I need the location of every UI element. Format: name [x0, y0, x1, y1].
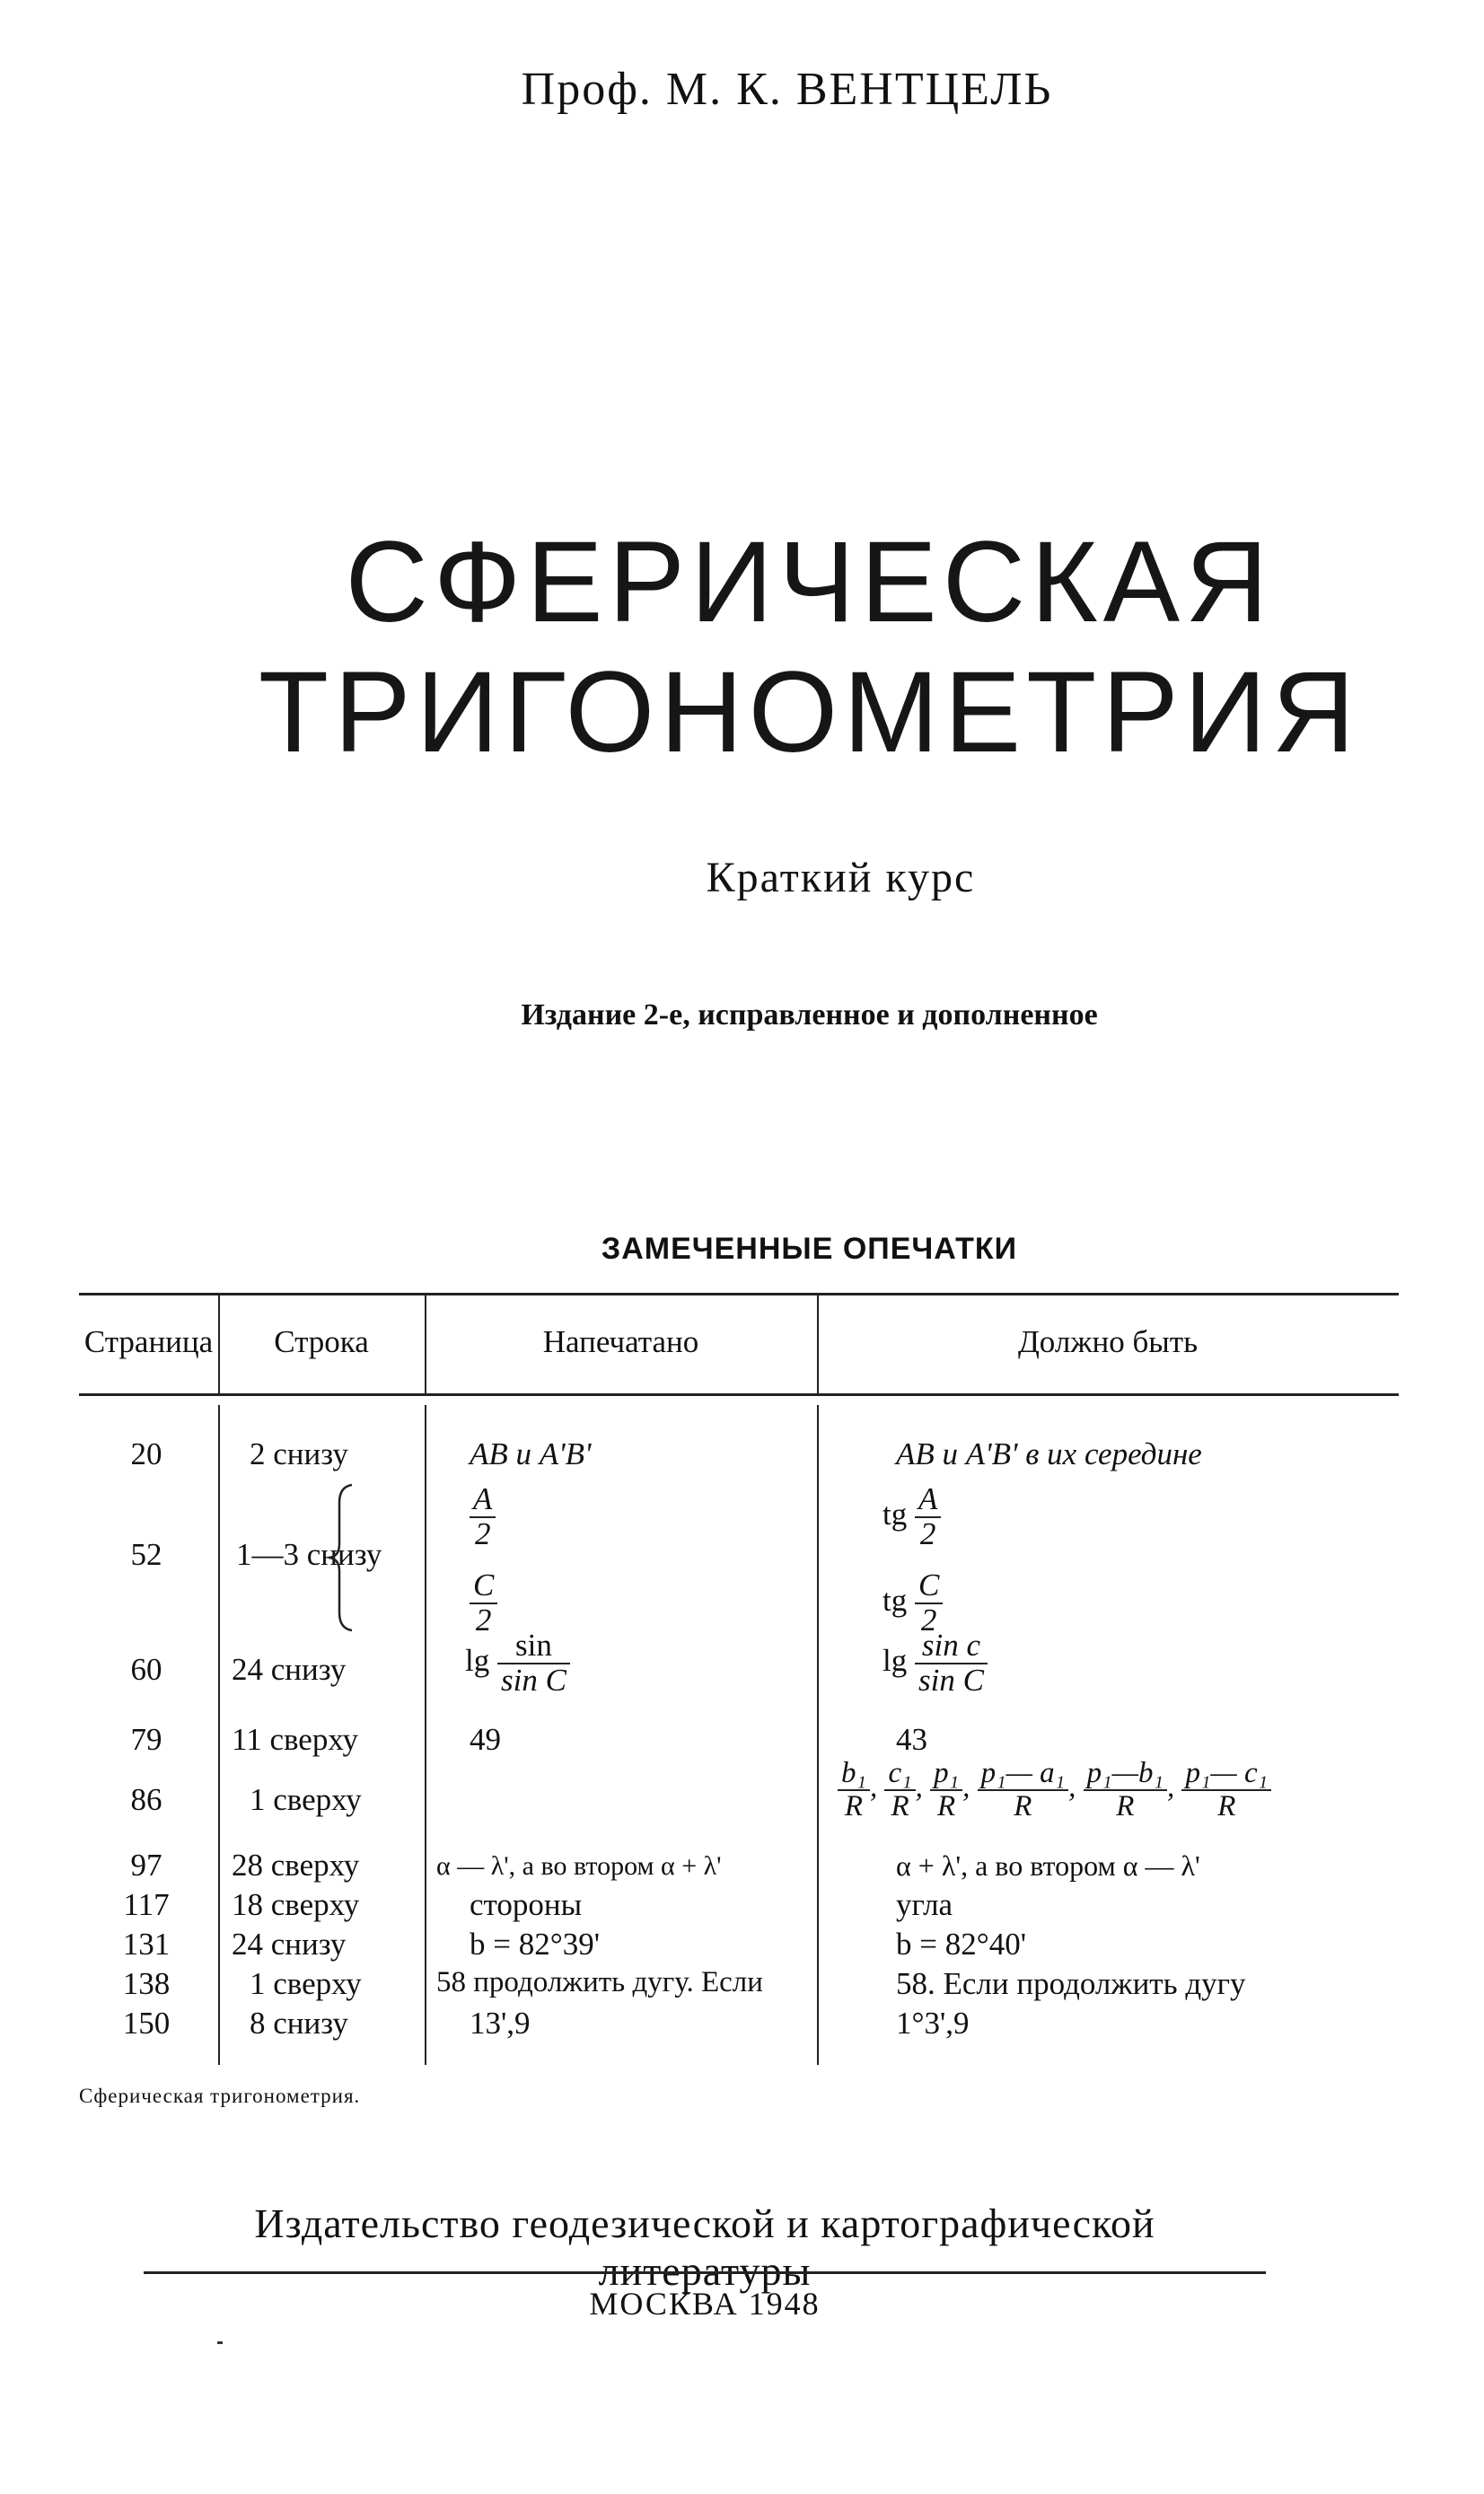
row-117-printed: стороны	[470, 1887, 583, 1922]
row-86-line: 1 сверху	[250, 1782, 362, 1817]
row-20-printed: AB и A'B'	[470, 1436, 592, 1471]
print-speck	[217, 2341, 223, 2344]
row-131-line: 24 снизу	[232, 1927, 347, 1962]
header-printed: Напечатано	[542, 1324, 699, 1359]
row-79-correct: 43	[896, 1722, 927, 1757]
row-138-printed: 58 продолжить дугу. Если	[436, 1966, 763, 1998]
brace-icon	[323, 1481, 359, 1634]
row-131-correct: b = 82°40'	[896, 1927, 1027, 1962]
row-52-printed-b	[470, 1569, 497, 1638]
col-divider	[425, 1405, 426, 2065]
row-117-page: 117	[123, 1887, 170, 1922]
fraction: $\frac{\text{p₁}}{R}$	[930, 1758, 962, 1822]
row-117-line: 18 сверху	[232, 1887, 360, 1922]
row-97-page: 97	[130, 1848, 162, 1883]
row-79-printed: 49	[470, 1722, 501, 1757]
row-97-printed: α — λ', а во втором α + λ'	[436, 1851, 722, 1881]
row-52-correct-a: tg $\frac{A}{2}$	[882, 1483, 941, 1551]
row-150-line: 8 снизу	[250, 2006, 348, 2041]
header-correct: Должно быть	[1017, 1324, 1199, 1359]
fraction: $\frac{A}{2}$	[470, 1483, 496, 1551]
row-52-page: 52	[130, 1537, 162, 1572]
row-97-correct: α + λ', а во втором α — λ'	[896, 1849, 1200, 1882]
row-150-page: 150	[122, 2006, 171, 2041]
fraction: $\frac{\text{p₁— c₁}}{R}$	[1181, 1758, 1271, 1822]
row-117-correct: угла	[896, 1887, 953, 1922]
fraction: $\frac{\sin}{\text{sin C}}$	[497, 1629, 570, 1698]
row-138-correct: 58. Если продолжить дугу	[896, 1966, 1246, 2001]
col-divider	[817, 1405, 819, 2065]
errata-title: ЗАМЕЧЕННЫЕ ОПЕЧАТКИ	[601, 1232, 1018, 1266]
title-line-1: СФЕРИЧЕСКАЯ	[345, 518, 1274, 646]
publisher-rule	[144, 2271, 1266, 2274]
row-86-correct: $\frac{\text{b₁}}{R}$ , $\frac{\text{c₁}}{R}$ , $\frac{\text{p₁}}{R}$ , $\frac{\text{p₁— a₁}}{R}$ , $\frac{\text{p₁—b₁}}{R}$ , $\frac{\text{p₁— c₁}}{R}$	[838, 1758, 1271, 1822]
fraction: $\frac{C}{2}$	[470, 1569, 497, 1638]
row-20-correct: AB и A'B' в их середине	[896, 1436, 1202, 1471]
row-20-page: 20	[130, 1436, 162, 1471]
header-line: Строка	[274, 1324, 369, 1359]
row-60-line: 24 снизу	[232, 1652, 347, 1687]
row-150-printed: 13',9	[470, 2006, 531, 2041]
header-page: Страница	[83, 1324, 214, 1359]
table-header-rule	[79, 1393, 1399, 1396]
row-20-line: 2 снизу	[250, 1436, 348, 1471]
row-52-printed-a	[470, 1483, 496, 1551]
row-79-line: 11 сверху	[232, 1722, 359, 1757]
row-131-page: 131	[122, 1927, 171, 1962]
row-138-page: 138	[122, 1966, 171, 2001]
row-131-printed: b = 82°39'	[470, 1927, 601, 1962]
row-52-correct-b: tg $\frac{C}{2}$	[882, 1569, 943, 1638]
edition: Издание 2-е, исправленное и дополненное	[521, 998, 1098, 1032]
row-52-line: 1—3 снизу	[236, 1537, 382, 1572]
row-60-correct: lg $\frac{\text{sin c}}{\text{sin C}}$	[882, 1629, 988, 1698]
fraction: $\frac{\text{p₁— a₁}}{R}$	[978, 1758, 1069, 1822]
fraction: $\frac{\text{sin c}}{\text{sin C}}$	[915, 1629, 988, 1698]
fraction: $\frac{A}{2}$	[915, 1483, 941, 1551]
fraction: $\frac{\text{p₁—b₁}}{R}$	[1084, 1758, 1167, 1822]
row-86-page: 86	[130, 1782, 162, 1817]
row-60-printed: lg $\frac{\sin}{\text{sin C}}$	[465, 1629, 570, 1698]
title-line-2: ТРИГОНОМЕТРИЯ	[258, 648, 1361, 777]
fraction: $\frac{\text{b₁}}{R}$	[838, 1758, 870, 1822]
row-138-line: 1 сверху	[250, 1966, 362, 2001]
publisher: Издательство геодезической и картографической литературы	[254, 2200, 1155, 2294]
city-year: МОСКВА 1948	[589, 2286, 821, 2322]
row-150-correct: 1°3',9	[896, 2006, 970, 2041]
table-top-rule	[79, 1293, 1399, 1295]
footer-note: Сферическая тригонометрия.	[79, 2085, 361, 2107]
fraction: $\frac{C}{2}$	[915, 1569, 943, 1638]
col-divider	[218, 1405, 220, 2065]
fraction: $\frac{\text{c₁}}{R}$	[884, 1758, 915, 1822]
row-60-page: 60	[130, 1652, 162, 1687]
author: Проф. М. К. ВЕНТЦЕЛЬ	[521, 64, 1053, 115]
subtitle: Краткий курс	[706, 854, 976, 901]
row-79-page: 79	[130, 1722, 162, 1757]
row-97-line: 28 сверху	[232, 1848, 360, 1883]
